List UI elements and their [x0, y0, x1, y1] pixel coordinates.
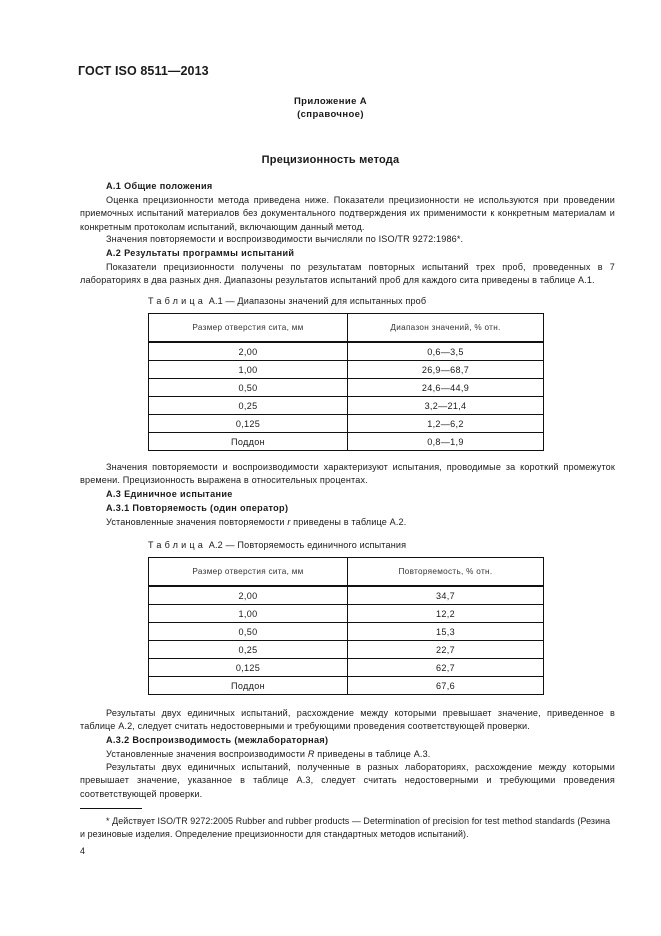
- section-heading-a2: А.2 Результаты программы испытаний: [106, 248, 295, 258]
- table-cell: 1,00: [149, 361, 348, 379]
- paragraph-text: Показатели прецизионности получены по результатам повторных испытаний трех проб, проведенных в 7 лабораториях в два разных дня. Диапазоны результатов испытаний проб для каждого сита приведены в таблице А.1.: [80, 262, 615, 286]
- section-heading-a31: А.3.1 Повторяемость (один оператор): [106, 503, 289, 513]
- paragraph-text: Установленные значения повторяемости: [106, 517, 288, 527]
- paragraph-text: Результаты двух единичных испытаний, полученные в разных лабораториях, расхождение между которыми превышает значение, указанное в таблице А.3, следует считать недостоверными и требующими проведения соответствующей проверки.: [80, 762, 615, 799]
- table-cell: 0,25: [149, 641, 348, 659]
- table-cell: Поддон: [149, 433, 348, 451]
- footnote-text: * Действует ISO/TR 9272:2005 Rubber and rubber products — Determination of precision for test method standards (Резина и резиновые изделия. Определение прецизионности для стандартных методов испытаний).: [80, 816, 611, 839]
- table-cell: 0,6—3,5: [348, 342, 544, 361]
- column-header: Размер отверстия сита, мм: [149, 314, 348, 343]
- table-row: [149, 361, 544, 379]
- table-cell: 0,125: [149, 415, 348, 433]
- table-cell: 0,25: [149, 397, 348, 415]
- column-header: Диапазон значений, % отн.: [348, 314, 544, 343]
- table-cell: 2,00: [149, 586, 348, 605]
- table-row: [149, 623, 544, 641]
- table-a1: [148, 313, 544, 451]
- table-cell: 24,6—44,9: [348, 379, 544, 397]
- annex-label: Приложение А: [293, 96, 368, 107]
- table-cell: 0,50: [149, 623, 348, 641]
- table-row: [149, 397, 544, 415]
- footnote: [80, 815, 615, 841]
- table-cell: Поддон: [149, 677, 348, 695]
- table-cell: 2,00: [149, 342, 348, 361]
- table-row: [149, 677, 544, 695]
- table-cell: 0,125: [149, 659, 348, 677]
- table-cell: 12,2: [348, 605, 544, 623]
- caption-text: А.1 — Диапазоны значений для испытанных проб: [206, 296, 427, 306]
- paragraph-text: Результаты двух единичных испытаний, расхождение между которыми превышает значение, приведенное в таблице А.2, следует считать недостоверными и требующими проведения соответствующей проверки.: [80, 708, 615, 732]
- paragraph-text: Значения повторяемости и воспроизводимости вычисляли по ISO/TR 9272:1986*.: [106, 234, 464, 244]
- table-row: [149, 586, 544, 605]
- caption-word: Таблица: [148, 540, 207, 550]
- table-cell: 22,7: [348, 641, 544, 659]
- table-cell: 3,2—21,4: [348, 397, 544, 415]
- table-cell: 67,6: [348, 677, 544, 695]
- caption-text: А.2 — Повторяемость единичного испытания: [206, 540, 407, 550]
- paragraph-after-table-a2: [80, 707, 615, 734]
- section-heading-a3: А.3 Единичное испытание: [106, 489, 233, 499]
- paragraph-after-table-a1: [80, 461, 615, 488]
- paragraph-text: приведены в таблице А.2.: [290, 517, 407, 527]
- table-a2-caption: [148, 540, 406, 550]
- column-header: Повторяемость, % отн.: [348, 558, 544, 587]
- page-title: Прецизионность метода: [261, 154, 400, 166]
- table-a2: [148, 557, 544, 695]
- table-cell: 1,00: [149, 605, 348, 623]
- caption-word: Таблица: [148, 296, 207, 306]
- table-cell: 34,7: [348, 586, 544, 605]
- paragraph-text: Оценка прецизионности метода приведена ниже. Показатели прецизионности не используются при проведении приемочных испытаний материалов без документального подтверждения их применимости к конкретным материалам и конкретным протоколам испытаний, включающим данный метод.: [80, 195, 615, 232]
- paragraph-a32-1: [106, 748, 615, 761]
- footnote-divider: [80, 808, 142, 809]
- table-cell: 0,8—1,9: [348, 433, 544, 451]
- table-cell: 15,3: [348, 623, 544, 641]
- table-row: [149, 415, 544, 433]
- column-header: Размер отверстия сита, мм: [149, 558, 348, 587]
- paragraph-a32-2: [80, 761, 615, 801]
- table-row: [149, 641, 544, 659]
- table-header-row: [149, 314, 544, 343]
- table-cell: 1,2—6,2: [348, 415, 544, 433]
- table-row: [149, 379, 544, 397]
- variable-R: R: [307, 749, 315, 759]
- paragraph-a2-1: [80, 261, 615, 288]
- table-row: [149, 433, 544, 451]
- table-row: [149, 342, 544, 361]
- table-cell: 0,50: [149, 379, 348, 397]
- table-header-row: [149, 558, 544, 587]
- paragraph-a1-1: [80, 194, 615, 234]
- paragraph-text: Значения повторяемости и воспроизводимости характеризуют испытания, проводимые за короткий промежуток времени. Прецизионность выражена в относительных процентах.: [80, 462, 615, 486]
- table-a1-caption: [148, 296, 426, 306]
- section-heading-a1: А.1 Общие положения: [106, 181, 213, 191]
- variable-r: r: [287, 517, 291, 527]
- paragraph-text: Установленные значения воспроизводимости: [106, 749, 308, 759]
- paragraph-a1-2: [80, 233, 615, 246]
- table-row: [149, 605, 544, 623]
- paragraph-text: приведены в таблице А.3.: [314, 749, 431, 759]
- annex-type: (справочное): [297, 109, 364, 120]
- table-cell: 26,9—68,7: [348, 361, 544, 379]
- page-number: 4: [80, 846, 86, 856]
- table-cell: 62,7: [348, 659, 544, 677]
- section-heading-a32: А.3.2 Воспроизводимость (межлабораторная): [106, 735, 329, 745]
- paragraph-a31: [106, 516, 615, 529]
- document-standard-code: ГОСТ ISO 8511—2013: [78, 64, 209, 78]
- table-row: [149, 659, 544, 677]
